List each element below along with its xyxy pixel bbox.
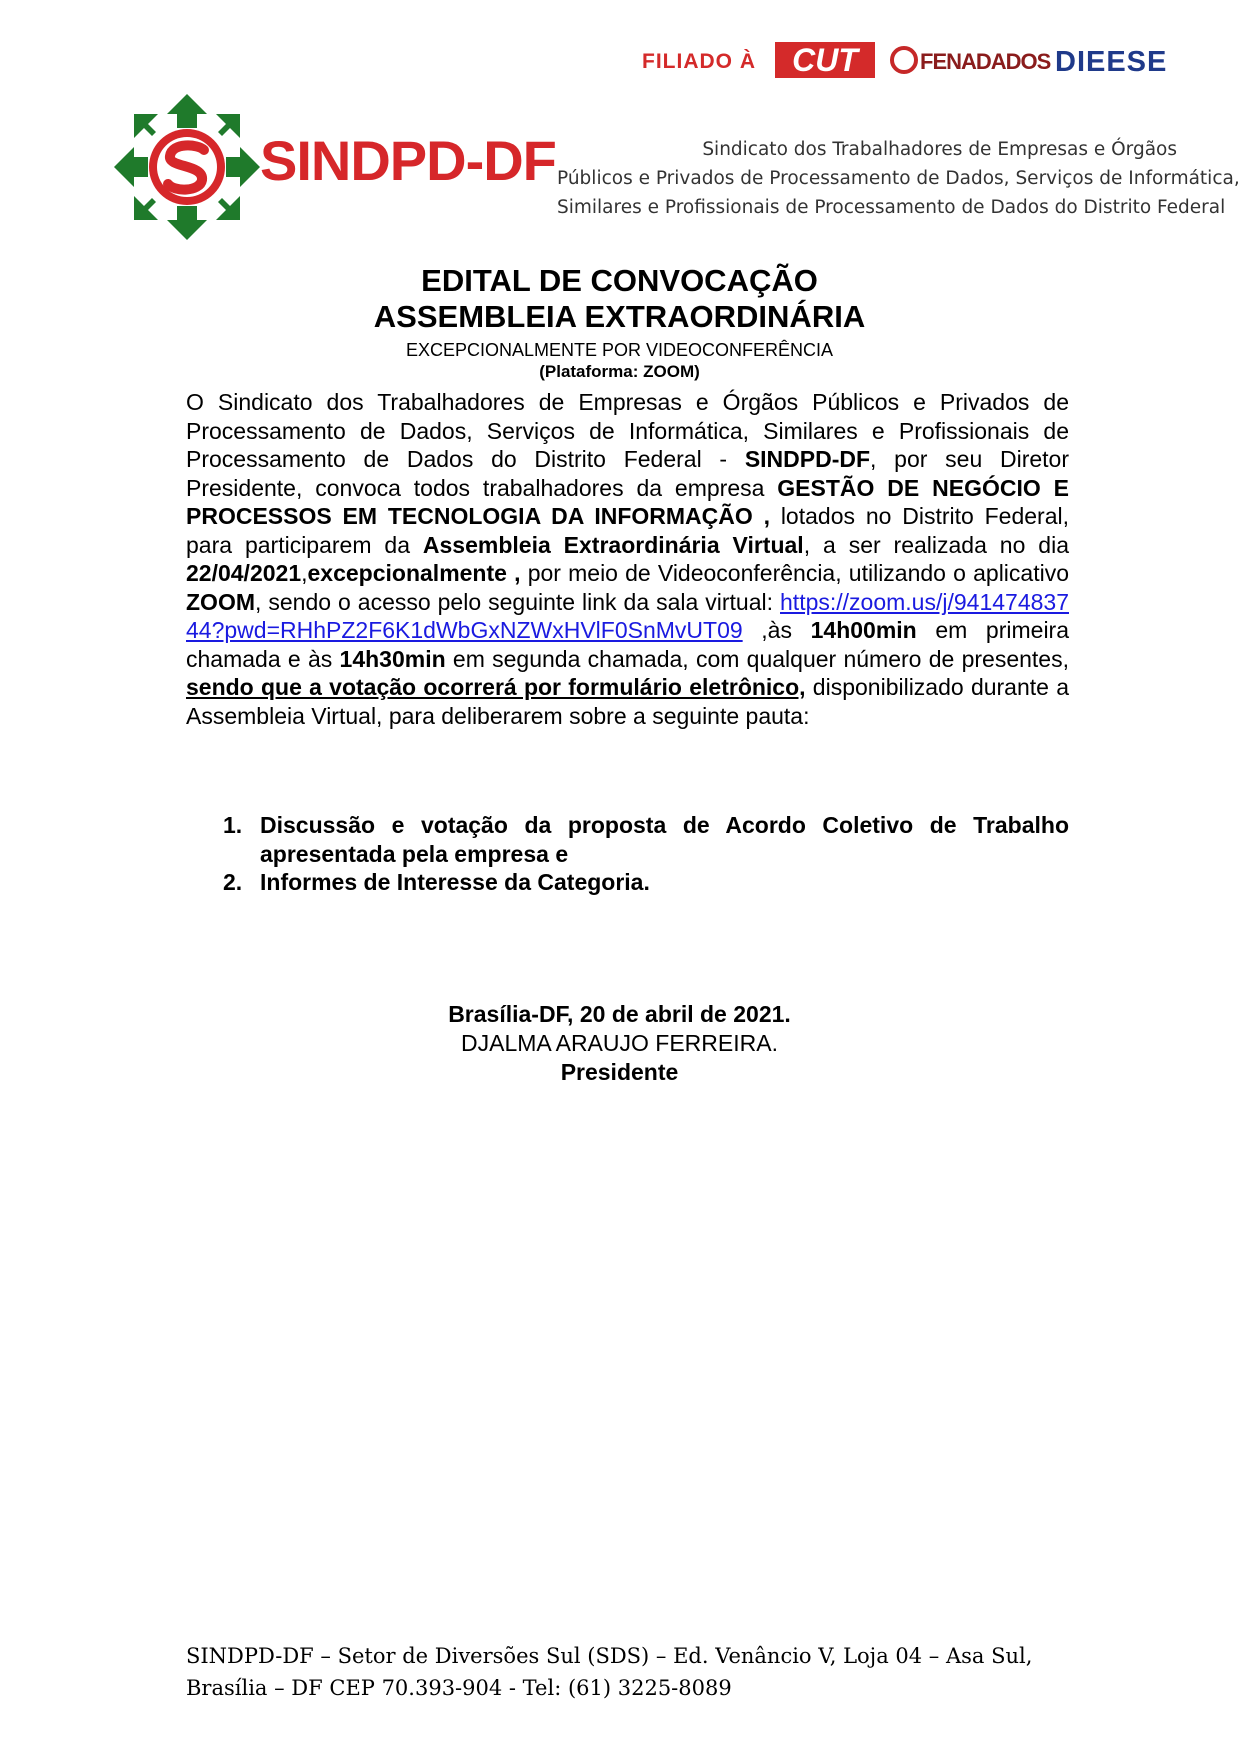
company-name: GESTÃO DE NEGÓCIO E PROCESSOS EM TECNOLOGIA DA INFORMAÇÃO ,	[186, 474, 1069, 529]
agenda-item	[215, 811, 1069, 868]
fenadados-logo-text: FENADADOS	[920, 49, 1051, 74]
first-call-time: 14h00min	[810, 617, 917, 643]
org-description	[557, 135, 1240, 222]
affiliation-strip	[640, 40, 1200, 80]
body-text: , a ser realizada no dia	[803, 531, 1069, 558]
body-text: ,às	[742, 617, 811, 643]
place-date: Brasília-DF, 20 de abril de 2021.	[448, 1001, 791, 1027]
exceptionally-label: excepcionalmente ,	[307, 560, 521, 586]
cut-logo-icon	[775, 42, 875, 78]
body-text: O Sindicato dos Trabalhadores de Empresas e Órgãos Públicos e Privados de Processamento de Dados, Serviços de Informática, Similares e Profissionais de Processamento de Dados do Distrito Federal -	[186, 389, 1069, 472]
sindpd-logo	[112, 92, 582, 242]
org-description-line: Públicos e Privados de Processamento de Dados, Serviços de Informática,	[557, 168, 1240, 189]
platform-label: (Plataforma: ZOOM)	[539, 362, 700, 381]
notice-title: EDITAL DE CONVOCAÇÃO	[421, 263, 818, 298]
body-text: por meio de Videoconferência, utilizando o aplicativo	[520, 560, 1069, 586]
assembly-title: ASSEMBLEIA EXTRAORDINÁRIA	[373, 299, 866, 334]
address-footer	[186, 1640, 1086, 1704]
notice-titles	[0, 263, 1239, 383]
brand-name: SINDPD-DF	[260, 129, 556, 192]
body-text: lotados no Distrito Federal, para participarem da	[186, 503, 1069, 558]
notice-subtitle: EXCEPCIONALMENTE POR VIDEOCONFERÊNCIA	[405, 340, 834, 360]
agenda-item-text: Discussão e votação da proposta de Acordo Coletivo de Trabalho apresentada pela empresa e	[260, 812, 1069, 867]
zoom-meeting-link[interactable]: https://zoom.us/j/94147483744?pwd=RHhPZ2F6K1dWbGxNZWxHVlF0SnMvUT09	[186, 588, 1069, 643]
signature-block	[0, 1000, 1239, 1087]
agenda-item-number: 2.	[223, 869, 243, 895]
body-text: , por seu Diretor Presidente, convoca todos trabalhadores da empresa	[186, 446, 1069, 501]
signatory-name: DJALMA ARAUJO FERREIRA.	[461, 1030, 778, 1056]
org-short-name: SINDPD-DF	[744, 446, 871, 472]
org-description-line: Sindicato dos Trabalhadores de Empresas e Órgãos	[702, 139, 1177, 160]
agenda-item-text: Informes de Interesse da Categoria.	[260, 869, 650, 895]
body-text: , sendo o acesso pelo seguinte link da sala virtual:	[255, 588, 781, 615]
sindpd-emblem-icon	[112, 92, 262, 242]
signatory-role: Presidente	[560, 1059, 679, 1085]
body-text: disponibilizado durante a Assembleia Virtual, para deliberarem sobre a seguinte pauta:	[186, 674, 1069, 729]
footer-line: Brasília – DF CEP 70.393-904 - Tel: (61) 3225-8089	[186, 1676, 732, 1700]
assembly-name: Assembleia Extraordinária Virtual	[422, 531, 804, 558]
dieese-logo-text: DIEESE	[1055, 46, 1168, 78]
dieese-logo-icon	[1055, 43, 1190, 77]
body-text: ,	[301, 560, 308, 586]
body-text: em primeira chamada e às	[186, 617, 1069, 672]
agenda-item	[215, 868, 1069, 897]
fenadados-logo-icon	[890, 43, 1051, 77]
body-text: em segunda chamada, com qualquer número de presentes,	[445, 645, 1069, 672]
footer-line: SINDPD-DF – Setor de Diversões Sul (SDS) – Ed. Venâncio V, Loja 04 – Asa Sul,	[186, 1644, 1033, 1668]
assembly-date: 22/04/2021	[186, 560, 302, 586]
affiliation-label: FILIADO À	[642, 50, 756, 73]
zoom-label: ZOOM	[186, 588, 255, 615]
cut-logo-text: CUT	[792, 42, 858, 78]
convocation-paragraph	[186, 388, 1069, 730]
agenda-list	[215, 811, 1069, 897]
org-description-line: Similares e Profissionais de Processamento de Dados do Distrito Federal	[557, 197, 1226, 218]
voting-notice: sendo que a votação ocorrerá por formulário eletrônico,	[186, 674, 806, 700]
agenda-item-number: 1.	[223, 812, 243, 838]
second-call-time: 14h30min	[339, 645, 446, 672]
